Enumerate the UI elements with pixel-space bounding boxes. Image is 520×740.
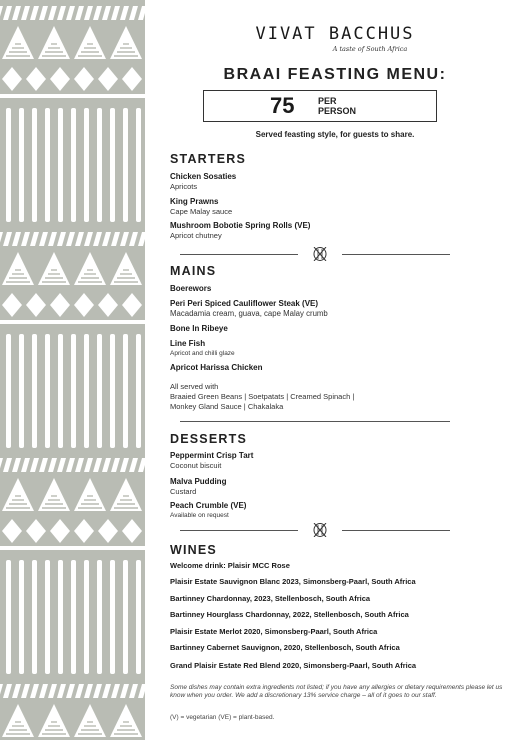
item-name: Peppermint Crisp Tart bbox=[170, 451, 254, 460]
brand-name: VIVAT BACCHUS bbox=[255, 24, 415, 44]
brand-tagline: A taste of South Africa bbox=[332, 45, 408, 53]
section-title-desserts: DESSERTS bbox=[170, 432, 247, 446]
wine-item: Plaisir Estate Merlot 2020, Simonsberg-Paarl, South Africa bbox=[170, 627, 378, 636]
wine-item: Bartinney Chardonnay, 2023, Stellenbosch, South Africa bbox=[170, 594, 371, 603]
price-unit bbox=[318, 96, 356, 116]
item-description: Custard bbox=[170, 487, 197, 496]
serving-tagline: Served feasting style, for guests to share. bbox=[255, 130, 415, 139]
item-description: Coconut biscuit bbox=[170, 461, 222, 470]
diet-legend: (V) = vegetarian (VE) = plant-based. bbox=[170, 714, 275, 721]
wine-item: Plaisir Estate Sauvignon Blanc 2023, Simonsberg-Paarl, South Africa bbox=[170, 577, 416, 586]
menu-item bbox=[170, 299, 510, 318]
menu-item bbox=[170, 477, 510, 496]
menu-item bbox=[170, 324, 510, 334]
price-amount: 75 bbox=[270, 93, 295, 118]
decorative-pattern-panel bbox=[0, 0, 145, 740]
wine-item: Bartinney Hourglass Chardonnay, 2022, Stellenbosch, South Africa bbox=[170, 610, 409, 619]
item-name: Peri Peri Spiced Cauliflower Steak (VE) bbox=[170, 299, 319, 308]
item-name: Line Fish bbox=[170, 339, 206, 348]
item-name: Malva Pudding bbox=[170, 477, 227, 486]
served-with-line: Monkey Gland Sauce | Chakalaka bbox=[170, 402, 284, 411]
section-title-wines: WINES bbox=[170, 543, 217, 557]
shield-emblem-icon bbox=[310, 247, 330, 261]
item-name: Peach Crumble (VE) bbox=[170, 501, 247, 510]
item-name: Boerewors bbox=[170, 284, 212, 293]
item-name: Chicken Sosaties bbox=[170, 172, 237, 181]
section-title-starters: STARTERS bbox=[170, 152, 247, 166]
wine-item: Bartinney Cabernet Sauvignon, 2020, Stellenbosch, South Africa bbox=[170, 643, 400, 652]
item-name: Bone In Ribeye bbox=[170, 324, 228, 333]
section-divider bbox=[180, 247, 450, 261]
served-with-line: All served with bbox=[170, 382, 219, 391]
menu-item bbox=[170, 501, 510, 520]
price-box bbox=[203, 90, 437, 122]
menu-item bbox=[170, 197, 510, 216]
item-description: Cape Malay sauce bbox=[170, 207, 233, 216]
item-description: Macadamia cream, guava, cape Malay crumb bbox=[170, 309, 328, 318]
item-description: Apricot and chilli glaze bbox=[170, 350, 235, 357]
menu-content bbox=[160, 0, 510, 740]
served-with-note bbox=[170, 382, 510, 412]
item-name: Mushroom Bobotie Spring Rolls (VE) bbox=[170, 221, 311, 230]
item-description: Available on request bbox=[170, 512, 229, 519]
item-name: King Prawns bbox=[170, 197, 219, 206]
section-divider bbox=[180, 414, 450, 428]
price-unit-line-1: PER bbox=[318, 96, 337, 106]
brand-logo bbox=[160, 24, 510, 53]
section-title-mains: MAINS bbox=[170, 264, 217, 278]
menu-item bbox=[170, 363, 510, 373]
wine-item: Grand Plaisir Estate Red Blend 2020, Simonsberg-Paarl, South Africa bbox=[170, 661, 417, 670]
served-with-line: Braaied Green Beans | Soetpatats | Creamed Spinach | bbox=[170, 392, 355, 401]
item-description: Apricot chutney bbox=[170, 231, 222, 240]
item-name: Apricot Harissa Chicken bbox=[170, 363, 263, 372]
section-divider bbox=[180, 523, 450, 537]
menu-item bbox=[170, 339, 510, 358]
price-unit-line-2: PERSON bbox=[318, 106, 357, 116]
menu-item bbox=[170, 284, 510, 294]
menu-title: BRAAI FEASTING MENU: bbox=[223, 66, 447, 83]
item-description: Apricots bbox=[170, 182, 198, 191]
wine-item: Welcome drink: Plaisir MCC Rose bbox=[170, 561, 290, 570]
menu-item bbox=[170, 221, 510, 240]
shield-emblem-icon bbox=[310, 523, 330, 537]
menu-item bbox=[170, 451, 510, 470]
menu-item bbox=[170, 172, 510, 191]
allergy-note: Some dishes may contain extra ingredients not listed; if you have any allergies or dietary requirements please let us know when you order. We add a discretionary 13% service charge – all of it goes to our staff. bbox=[170, 684, 503, 699]
